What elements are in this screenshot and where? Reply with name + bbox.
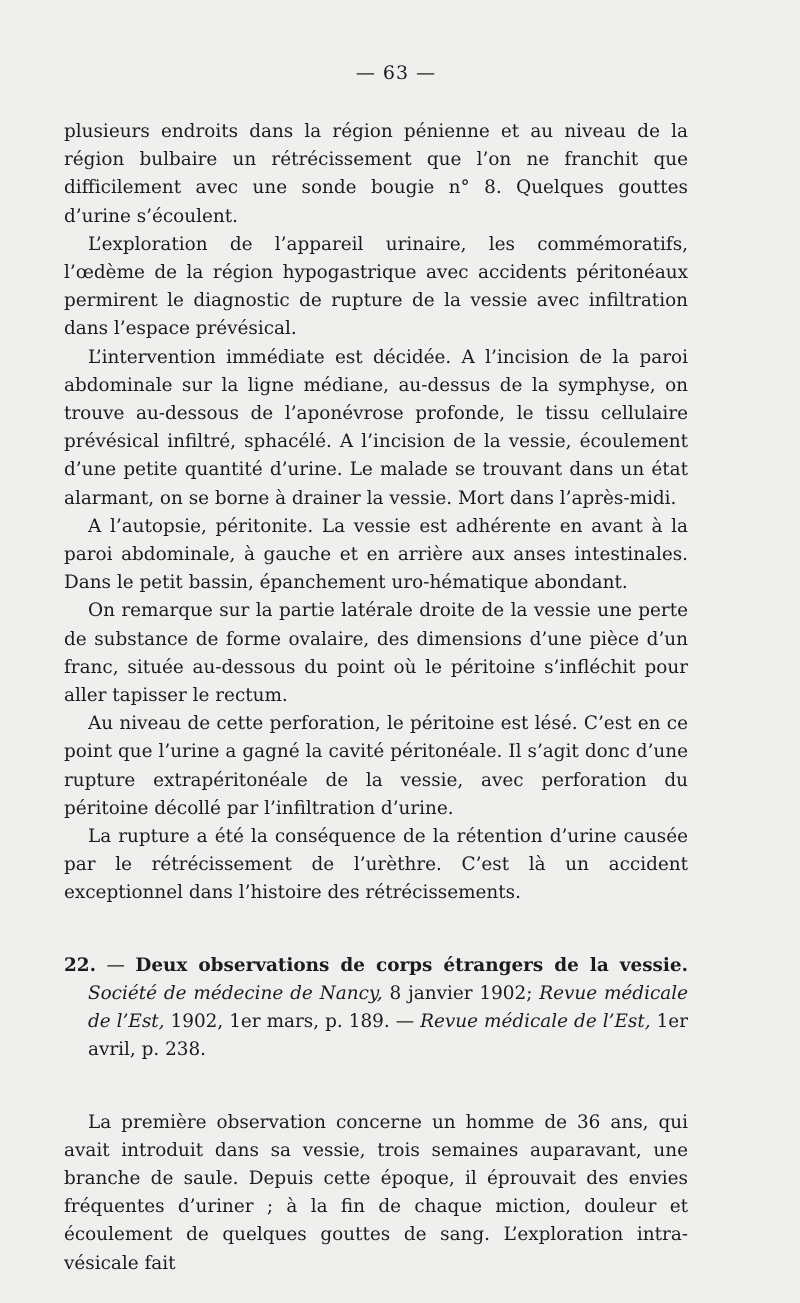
- entry-dash: —: [96, 954, 136, 976]
- paragraph: L’intervention immédiate est décidée. A l’incision de la paroi abdominale sur la ligne médiane, au-dessus de la symphyse, on trouve au-dessous de l’aponévrose profonde, le tissu cellulaire prévésical infiltré, sphacélé. A l’incision de la vessie, écoulement d’une petite quantité d’urine. Le malade se trouvant dans un état alarmant, on se borne à drainer la vessie. Mort dans l’après-midi.: [64, 346, 688, 509]
- bibliography-entry: [64, 952, 688, 1065]
- paragraph: A l’autopsie, péritonite. La vessie est adhérente en avant à la paroi abdominale, à gauche et en arrière aux anses intestinales. Dans le petit bassin, épanchement uro-hématique abondant.: [64, 515, 688, 594]
- paragraph: plusieurs endroits dans la région pénienne et au niveau de la région bulbaire un rétrécissement que l’on ne franchit que difficilement avec une sonde bougie n° 8. Quelques gouttes d’urine s’écoulent.: [64, 121, 688, 227]
- paragraph: L’exploration de l’appareil urinaire, les commémoratifs, l’œdème de la région hypogastrique avec accidents péritonéaux permirent le diagnostic de rupture de la vessie avec infiltration dans l’espace prévésical.: [64, 233, 688, 340]
- entry-number: 22.: [64, 954, 96, 976]
- entry-date: 8 janvier 1902;: [382, 982, 540, 1004]
- paragraph: La rupture a été la conséquence de la rétention d’urine causée par le rétrécissement de l’urèthre. C’est là un accident exceptionnel dans l’histoire des rétrécissements.: [64, 826, 688, 904]
- paragraph: Au niveau de cette perforation, le péritoine est lésé. C’est en ce point que l’urine a gagné la cavité péritonéale. Il s’agit donc d’une rupture extrapéritonéale de la vessie, avec perforation du péritoine décollé par l’infiltration d’urine.: [64, 713, 688, 819]
- paragraph: On remarque sur la partie latérale droite de la vessie une perte de substance de forme ovalaire, des dimensions d’une pièce d’un franc, située au-dessous du point où le péritoine s’infléchit pour aller tapisser le rectum.: [64, 600, 688, 707]
- page-number: — 63 —: [355, 62, 437, 84]
- entry-reference: 1er avril, p. 238.: [88, 1011, 688, 1061]
- entry-title: Deux observations de corps étrangers de la vessie.: [135, 954, 688, 976]
- entry-source: Société de médecine de Nancy,: [88, 982, 383, 1004]
- entry-source: Revue médicale de l’Est,: [420, 1011, 651, 1033]
- entry-reference: 1902, 1er mars, p. 189. —: [164, 1011, 421, 1033]
- paragraph: La première observation concerne un homme de 36 ans, qui avait introduit dans sa vessie, trois semaines auparavant, une branche de saule. Depuis cette époque, il éprouvait des envies fréquentes d’uriner ; à la fin de chaque miction, douleur et écoulement de quelques gouttes de sang. L’exploration intra-vésicale fait: [64, 1111, 688, 1274]
- entry-source: Revue médicale de l’Est,: [88, 982, 688, 1033]
